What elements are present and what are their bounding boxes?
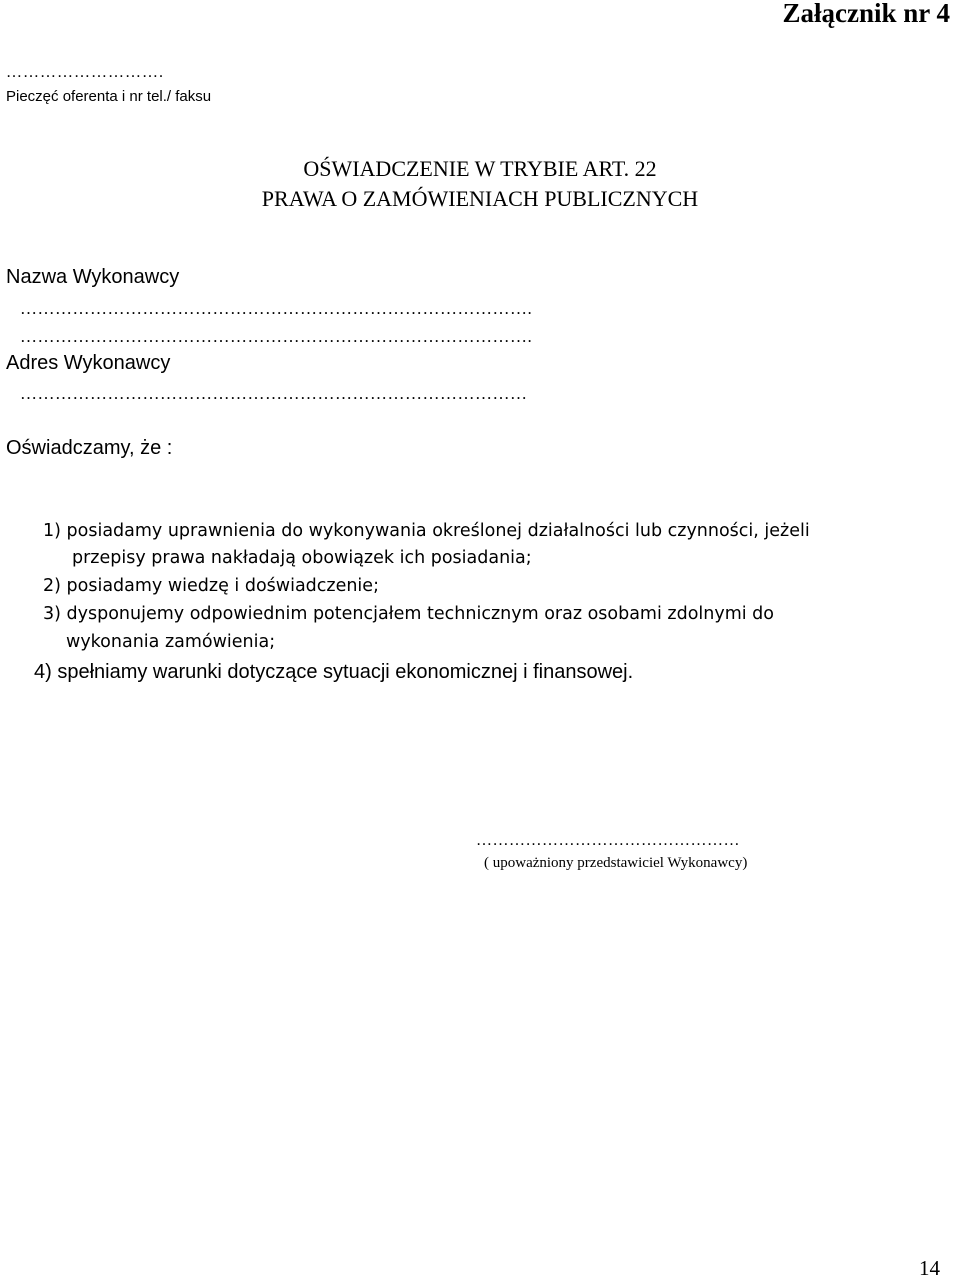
page-number: 14 [919,1256,940,1280]
declaration-item-3: 3) dysponujemy odpowiednim potencjałem technicznym oraz osobami zdolnymi do [43,604,775,624]
declaration-item-2: 2) posiadamy wiedzę i doświadczenie; [43,576,379,596]
declaration-item-4: 4) spełniamy warunki dotyczące sytuacji ekonomicznej i finansowej. [34,661,634,683]
signature-caption: ( upoważniony przedstawiciel Wykonawcy) [484,855,748,871]
contractor-name-label: Nazwa Wykonawcy [6,266,180,288]
signature-dotted-line: ………………………………………… [476,832,740,849]
stamp-dotted-line: ………………………. [6,64,164,81]
contractor-name-dots-2: ……………………………………………………………………………. [20,327,533,346]
declaration-intro: Oświadczamy, że : [6,437,173,459]
document-title-line-1: OŚWIADCZENIE W TRYBIE ART. 22 [303,156,657,181]
contractor-address-label: Adres Wykonawcy [6,352,171,374]
declaration-item-1: 1) posiadamy uprawnienia do wykonywania określonej działalności lub czynności, jeżeli [43,521,810,541]
contractor-name-dots-1: ……………………………………………………………………………. [20,299,533,318]
annex-title: Załącznik nr 4 [782,0,950,28]
document-title-line-2: PRAWA O ZAMÓWIENIACH PUBLICZNYCH [261,186,699,211]
contractor-address-dots: …………………………………………………………………………… [20,384,528,403]
stamp-caption: Pieczęć oferenta i nr tel./ faksu [6,88,212,105]
declaration-item-1-continued: przepisy prawa nakładają obowiązek ich posiadania; [72,548,532,568]
declaration-item-3-continued: wykonania zamówienia; [66,632,276,652]
